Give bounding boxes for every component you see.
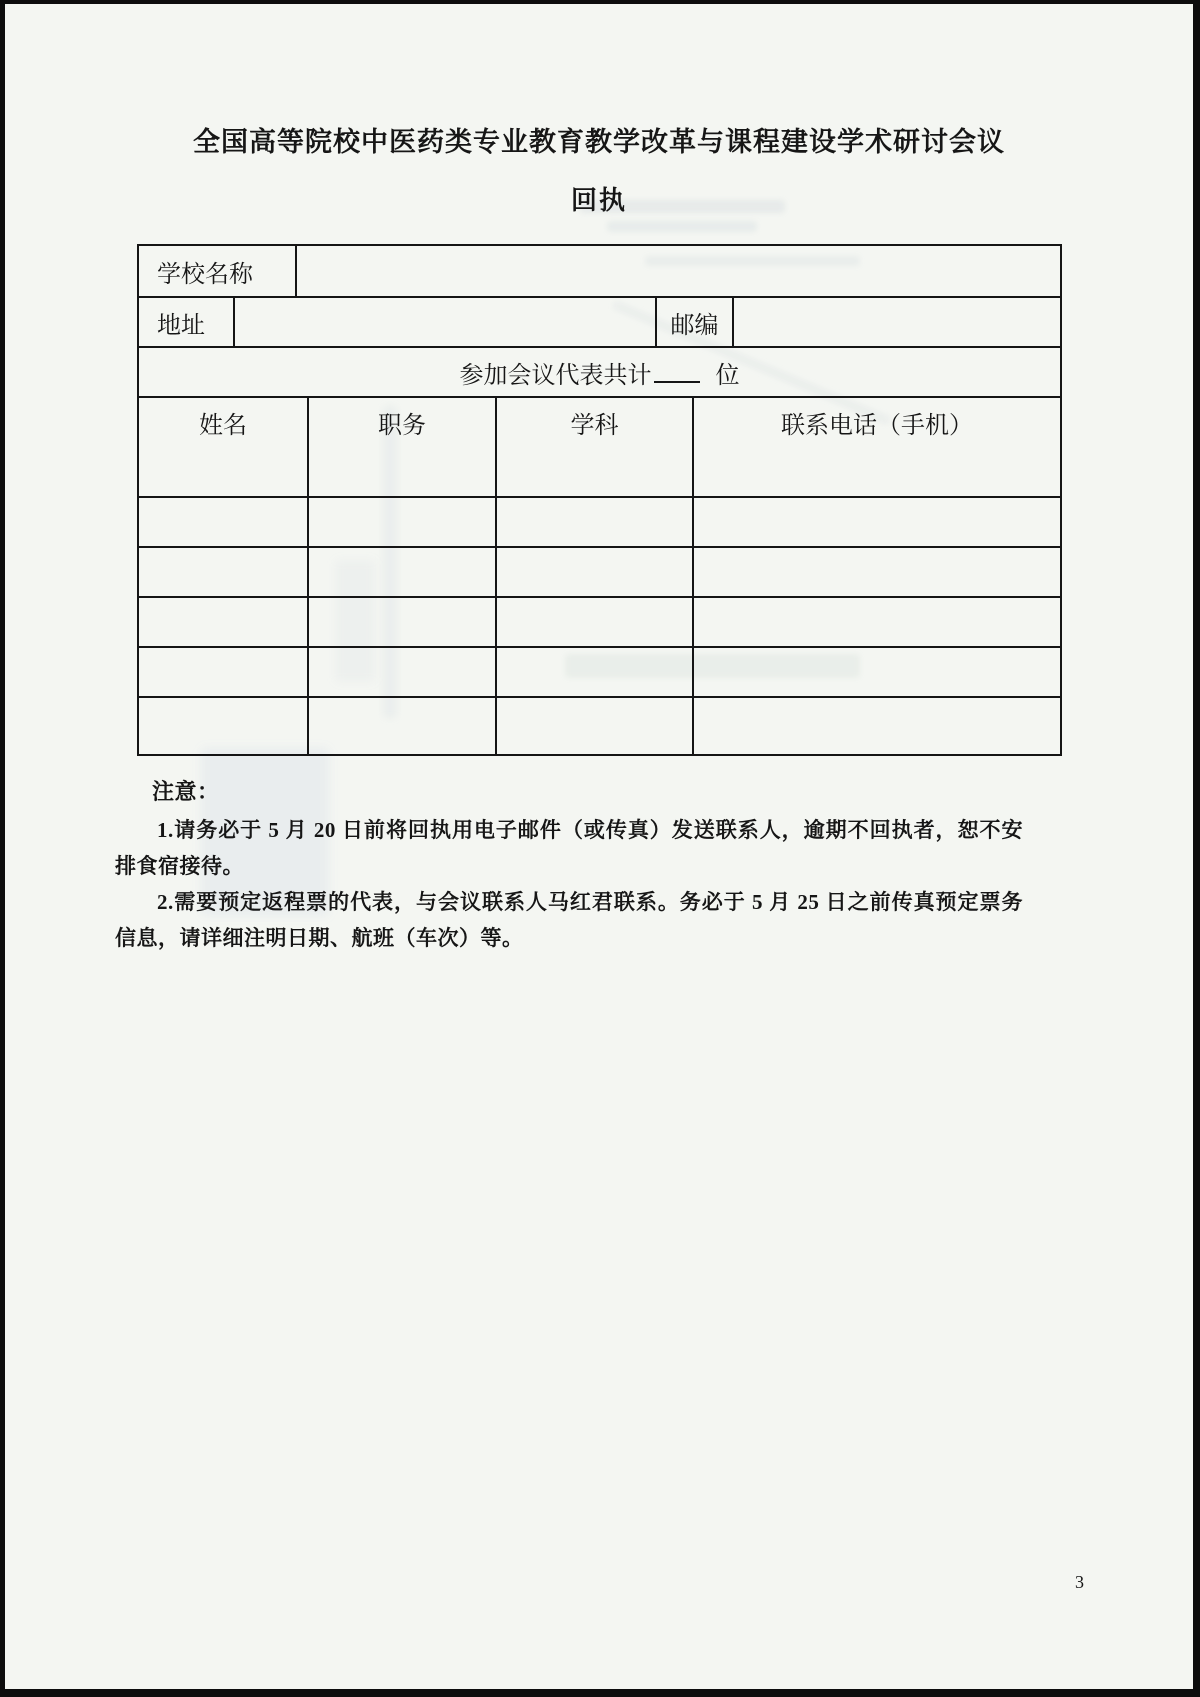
column-header-position: 职务 — [307, 398, 495, 446]
table-cell — [139, 498, 307, 546]
note-item-2: 2.需要预定返程票的代表，与会议联系人马红君联系。务必于 5 月 25 日之前传真预定票务信息，请详细注明日期、航班（车次）等。 — [115, 890, 1023, 950]
table-cell — [307, 446, 495, 496]
table-cell — [307, 498, 495, 546]
conference-title: 全国高等院校中医药类专业教育教学改革与课程建设学术研讨会议 — [193, 127, 1005, 157]
table-row — [139, 496, 1060, 546]
table-cell — [307, 648, 495, 696]
table-cell — [139, 648, 307, 696]
delegate-count-line — [139, 348, 1060, 396]
table-cell — [692, 446, 1060, 496]
address-label: 地址 — [157, 312, 205, 339]
scan-bleed-artifact — [607, 221, 757, 232]
postal-code-label: 邮编 — [655, 298, 732, 346]
table-cell — [692, 598, 1060, 646]
delegate-count-prefix: 参加会议代表共计 — [459, 362, 652, 389]
table-cell — [495, 446, 692, 496]
table-cell — [692, 498, 1060, 546]
table-cell — [139, 548, 307, 596]
table-cell — [495, 598, 692, 646]
address-row — [139, 296, 1060, 346]
notes-heading: 注意： — [152, 779, 220, 804]
table-cell — [692, 548, 1060, 596]
note-item-1: 1.请务必于 5 月 20 日前将回执用电子邮件（或传真）发送联系人，逾期不回执者，恕不安排食宿接待。 — [115, 818, 1023, 878]
delegate-count-row — [139, 346, 1060, 396]
delegate-count-blank — [654, 361, 700, 383]
delegate-count-suffix: 位 — [715, 362, 740, 389]
table-cell — [495, 548, 692, 596]
column-header-phone: 联系电话（手机） — [692, 398, 1060, 446]
table-cell — [692, 648, 1060, 696]
page-number: 3 — [1075, 1572, 1084, 1592]
table-cell — [495, 698, 692, 754]
form-subtitle: 回执 — [570, 186, 627, 215]
column-header-name: 姓名 — [199, 412, 247, 439]
table-cell — [692, 698, 1060, 754]
table-cell — [495, 498, 692, 546]
table-row — [139, 596, 1060, 646]
address-value-cell — [233, 298, 655, 346]
table-cell — [307, 598, 495, 646]
notes-section — [115, 772, 1023, 956]
table-row — [139, 546, 1060, 596]
postal-code-value-cell — [732, 298, 1060, 346]
table-cell — [307, 698, 495, 754]
table-cell — [495, 648, 692, 696]
table-cell — [139, 598, 307, 646]
reply-form-table — [137, 244, 1062, 756]
school-name-row — [139, 246, 1060, 296]
table-cell — [307, 548, 495, 596]
school-name-label: 学校名称 — [157, 261, 253, 288]
table-header-row — [139, 396, 1060, 446]
school-name-value-cell — [295, 246, 1060, 296]
table-row — [139, 646, 1060, 696]
table-row — [139, 696, 1060, 754]
table-row — [139, 446, 1060, 496]
column-header-discipline: 学科 — [495, 398, 692, 446]
table-cell — [139, 698, 307, 754]
table-cell — [139, 446, 307, 496]
delegate-rows — [139, 446, 1060, 754]
